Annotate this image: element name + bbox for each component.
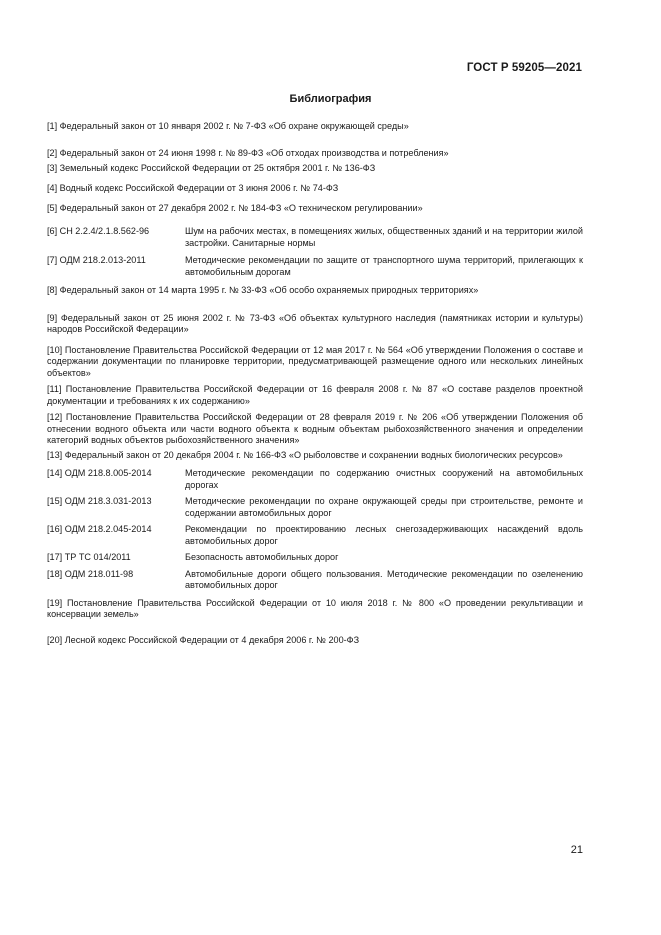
reference-14-code: [14] ОДМ 218.8.005-2014	[47, 468, 152, 478]
reference-2: [2] Федеральный закон от 24 июня 1998 г. № 89-ФЗ «Об отходах производства и потребления»	[47, 147, 449, 158]
reference-12: [12] Постановление Правительства Российской Федерации от 28 февраля 2019 г. № 206 «Об утверждении Положения об отнесении водного объекта или части водного объекта к водным объектам рыбохозяйственного значения и определении категорий водных объектов рыбохозяйственного значения»	[47, 412, 583, 445]
reference-13: [13] Федеральный закон от 20 декабря 2004 г. № 166-ФЗ «О рыболовстве и сохранении водных биологических ресурсов»	[47, 449, 563, 460]
reference-14-title: Методические рекомендации по содержанию очистных сооружений на автомобильных дорогах	[185, 468, 583, 490]
reference-18	[47, 569, 583, 592]
reference-6-title: Шум на рабочих местах, в помещениях жилых, общественных зданий и на территории жилой застройки. Санитарные нормы	[185, 226, 583, 248]
reference-20: [20] Лесной кодекс Российской Федерации от 4 декабря 2006 г. № 200-ФЗ	[47, 634, 360, 645]
reference-16-code: [16] ОДМ 218.2.045-2014	[47, 524, 152, 534]
reference-17	[47, 552, 583, 564]
reference-7-title: Методические рекомендации по защите от транспортного шума территорий, прилегающих к автомобильным дорогам	[185, 255, 583, 277]
reference-19: [19] Постановление Правительства Российской Федерации от 10 июля 2018 г. № 800 «О проведении рекультивации и консервации земель»	[47, 597, 583, 619]
reference-18-code: [18] ОДМ 218.011-98	[47, 568, 134, 579]
reference-3: [3] Земельный кодекс Российской Федерации от 25 октября 2001 г. № 136-ФЗ	[47, 162, 376, 173]
reference-7	[47, 255, 583, 278]
reference-6-code: [6] СН 2.2.4/2.1.8.562-96	[47, 226, 150, 236]
page-number: 21	[570, 844, 583, 856]
reference-15-title: Методические рекомендации по охране окружающей среды при строительстве, ремонте и содержании автомобильных дорог	[185, 496, 583, 518]
reference-14	[47, 468, 583, 491]
reference-17-title: Безопасность автомобильных дорог	[185, 552, 339, 562]
reference-15	[47, 496, 583, 519]
reference-16-title: Рекомендации по проектированию лесных снегозадерживающих насаждений вдоль автомобильных дорог	[185, 524, 583, 546]
reference-7-code: [7] ОДМ 218.2.013-2011	[47, 255, 146, 265]
reference-15-code: [15] ОДМ 218.3.031-2013	[47, 496, 152, 506]
reference-6	[47, 226, 583, 249]
bibliography-list	[47, 121, 583, 646]
reference-17-code: [17] ТР ТС 014/2011	[47, 552, 131, 562]
reference-10: [10] Постановление Правительства Российской Федерации от 12 мая 2017 г. № 564 «Об утверждении Положения о составе и содержании документации по планировке территории, предусматривающей размещение одного или нескольких линейных объектов»	[47, 344, 583, 378]
document-code: ГОСТ Р 59205—2021	[466, 62, 582, 74]
page-title: Библиография	[289, 93, 372, 105]
reference-1: [1] Федеральный закон от 10 января 2002 г. № 7-ФЗ «Об охране окружающей среды»	[47, 121, 409, 131]
reference-18-title: Автомобильные дороги общего пользования. Методические рекомендации по озеленению автомобильных дорог	[185, 568, 583, 590]
reference-5: [5] Федеральный закон от 27 декабря 2002 г. № 184-ФЗ «О техническом регулировании»	[47, 202, 423, 213]
reference-11: [11] Постановление Правительства Российской Федерации от 16 февраля 2008 г. № 87 «О составе разделов проектной документации и требованиях к их содержанию»	[47, 384, 583, 406]
reference-4: [4] Водный кодекс Российской Федерации от 3 июня 2006 г. № 74-ФЗ	[47, 183, 339, 193]
reference-16	[47, 524, 583, 547]
reference-8: [8] Федеральный закон от 14 марта 1995 г. № 33-ФЗ «Об особо охраняемых природных территориях»	[47, 285, 479, 295]
reference-9: [9] Федеральный закон от 25 июня 2002 г. № 73-ФЗ «Об объектах культурного наследия (памятниках истории и культуры) народов Российской Федерации»	[47, 312, 583, 334]
